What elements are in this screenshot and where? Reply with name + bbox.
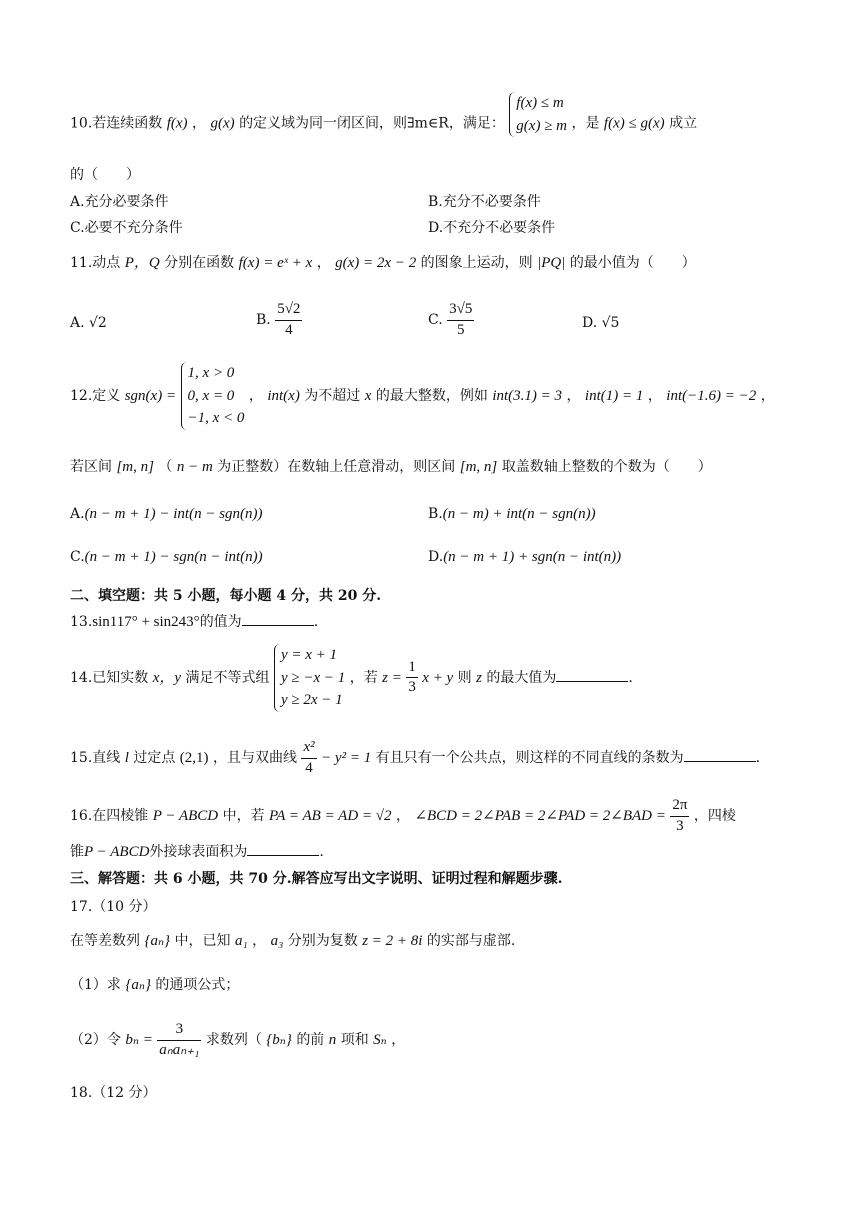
q11-text-c: 的图象上运动，则 — [420, 255, 533, 271]
q17-frac-num: 3 — [157, 1020, 201, 1041]
q13-expression: sin117° + sin243° — [92, 614, 200, 630]
q12-interval-1: [m, n] — [116, 459, 154, 475]
q12-text-d: 的最大整数，例如 — [375, 387, 488, 404]
q11-option-b-den: 4 — [285, 321, 293, 338]
q11-option-a: A. √2 — [70, 315, 107, 331]
q11-option-b — [256, 300, 302, 340]
q16-line2-a: 锥 — [70, 844, 84, 860]
q12-option-a-expr: (n − m + 1) − int(n − sgn(n)) — [84, 506, 263, 522]
q12-int-x: int(x) — [267, 387, 300, 404]
q11-option-c-fraction — [447, 300, 474, 340]
q14-fraction — [406, 658, 418, 698]
section-3-heading: 三、解答题：共 6 小题，共 70 分.解答应写出文字说明、证明过程和解题步骤. — [70, 871, 563, 887]
q16-answer-blank — [247, 843, 319, 856]
q15-text-d: 有且只有一个公共点，则这样的不同直线的条数为 — [375, 750, 684, 766]
q10-line-2: 的（ ） — [70, 167, 140, 183]
q14-xy: x，y — [152, 669, 182, 686]
q11-option-c-den: 5 — [456, 321, 465, 338]
q12-x: x — [364, 387, 372, 404]
q16-line2-b: 外接球表面积为 — [149, 844, 248, 860]
q10-inequality: f(x) ≤ g(x) — [603, 115, 665, 132]
q11-option-b-fraction — [275, 300, 302, 340]
q10-condition-1: f(x) ≤ m — [516, 95, 564, 111]
q12-case-1: 1, x > 0 — [187, 365, 235, 381]
q10-g-x: g(x) — [210, 115, 235, 132]
q17-bn-eq: bₙ = — [125, 1032, 153, 1048]
q11-option-c — [428, 300, 474, 340]
q15-frac-num: x² — [301, 738, 316, 759]
q13-end: . — [313, 614, 319, 630]
q12-option-d — [428, 548, 621, 568]
q12-option-d-expr: (n − m + 1) + sgn(n − int(n)) — [443, 549, 622, 565]
q17-part-2 — [70, 1020, 800, 1060]
q14-constraint-1: y = x + 1 — [280, 647, 338, 663]
q10-text-b: 的定义域为同一闭区间，则∃m∈R，满足： — [239, 115, 505, 132]
q12-option-c-prefix: C. — [70, 549, 85, 565]
question-12 — [70, 362, 800, 430]
q14-z-eq: z = — [382, 669, 402, 686]
q12-sgn-cases — [181, 362, 245, 430]
q12-line-2 — [70, 458, 800, 478]
q14-frac-num: 1 — [406, 658, 418, 679]
q17-fraction — [157, 1020, 201, 1060]
q10-comma: ， — [192, 115, 206, 132]
q12-text-b: ， — [248, 387, 263, 404]
q15-end: . — [755, 750, 761, 766]
q12-interval-2: [m, n] — [459, 459, 498, 475]
q13-answer-blank — [242, 613, 314, 626]
q17-p2-b: 求数列（ — [205, 1032, 262, 1048]
q11-g-x: g(x) = 2x − 2 — [335, 255, 417, 271]
q17-statement — [70, 932, 800, 952]
q17-p1-b: 的通项公式； — [155, 977, 240, 993]
q10-text-d: 成立 — [669, 115, 698, 132]
q12-text-a: 12.定义 — [70, 387, 121, 404]
q10-option-d: D.不充分不必要条件 — [428, 220, 556, 236]
q16-pyramid-2: P − ABCD — [84, 844, 150, 860]
q17-line1-d: 分别为复数 — [287, 933, 358, 949]
q13-text: 的值为 — [199, 614, 242, 630]
q12-comma-3: ， — [760, 387, 775, 404]
q16-text-b: 中，若 — [222, 808, 265, 824]
q16-end: . — [319, 844, 324, 860]
q10-text-c: ，是 — [571, 115, 600, 132]
q11-points: P，Q — [124, 255, 160, 271]
q13-prefix: 13. — [70, 614, 93, 630]
q16-text-d: ，四棱 — [693, 808, 736, 824]
q16-equation-2: ∠BCD = 2∠PAB = 2∠PAD = 2∠BAD = — [414, 808, 666, 824]
q17-line1-b: 中，已知 — [174, 933, 231, 949]
q15-text-a: 15.直线 — [70, 750, 121, 766]
q14-z-rest: x + y — [422, 669, 454, 686]
q16-text-a: 16.在四棱锥 — [70, 808, 149, 824]
q14-z: z — [476, 669, 482, 686]
q14-answer-blank — [556, 669, 628, 682]
q15-point: (2,1) — [179, 750, 209, 766]
q15-line-l: l — [124, 750, 129, 766]
q16-pyramid-1: P − ABCD — [152, 808, 219, 824]
q11-option-b-prefix: B. — [256, 312, 271, 328]
section-2-heading: 二、填空题：共 5 小题，每小题 4 分，共 20 分. — [70, 588, 382, 604]
q12-case-3: −1, x < 0 — [187, 410, 245, 426]
q10-condition-2: g(x) ≥ m — [516, 117, 568, 134]
q11-pq-abs: |PQ| — [537, 255, 566, 271]
q10-text-a: 10.若连续函数 — [70, 115, 163, 132]
q12-line2-a: 若区间 — [70, 459, 112, 475]
q16-equation-1: PA = AB = AD = √2 — [269, 808, 392, 824]
q12-comma-2: ， — [647, 387, 662, 404]
q12-option-a-prefix: A. — [70, 506, 85, 522]
q14-constraint-2: y ≥ −x − 1 — [280, 669, 346, 686]
q16-frac-num: 2π — [670, 796, 689, 817]
q14-end: . — [628, 669, 633, 686]
q14-constraint-system — [274, 644, 345, 712]
q12-comma-1: ， — [566, 387, 581, 404]
q11-text-d: 的最小值为（ ） — [569, 255, 696, 271]
q15-frac-den: 4 — [305, 759, 313, 776]
q12-example-3: int(−1.6) = −2 — [666, 387, 757, 404]
q11-comma: ， — [316, 255, 331, 271]
q17-p2-d: 项和 — [340, 1032, 369, 1048]
q14-text-d: 则 — [457, 669, 472, 686]
q12-case-2: 0, x = 0 — [187, 387, 235, 404]
q17-line1-a: 在等差数列 — [70, 933, 140, 949]
q15-fraction — [301, 738, 316, 778]
q12-example-2: int(1) = 1 — [584, 387, 644, 404]
q17-part-1 — [70, 976, 800, 996]
q14-text-b: 满足不等式组 — [185, 669, 270, 686]
q17-p2-e: ， — [391, 1032, 406, 1048]
q17-sn: Sₙ — [373, 1032, 387, 1048]
q14-text-e: 的最大值为 — [486, 669, 557, 686]
q17-sequence: {aₙ} — [144, 933, 171, 949]
q12-option-c-expr: (n − m + 1) − sgn(n − int(n)) — [84, 549, 263, 565]
q12-example-1: int(3.1) = 3 — [492, 387, 563, 404]
q17-a1: a₁ — [234, 933, 248, 949]
q15-hyperbola-rest: − y² = 1 — [321, 750, 372, 766]
q12-line2-b: （ — [158, 459, 173, 475]
q10-option-c: C.必要不充分条件 — [70, 220, 183, 236]
q12-option-b-expr: (n − m) + int(n − sgn(n)) — [442, 506, 596, 522]
q17-p2-c: 的前 — [296, 1032, 325, 1048]
q17-line1-c: ， — [252, 933, 267, 949]
q17-heading: 17.（10 分） — [70, 899, 157, 915]
q12-option-a — [70, 505, 263, 525]
q17-n: n — [328, 1032, 337, 1048]
q12-option-b-prefix: B. — [428, 506, 443, 522]
q17-line1-e: 的实部与虚部. — [426, 933, 516, 949]
question-10 — [70, 95, 800, 137]
question-16 — [70, 796, 800, 836]
q12-n-minus-m: n − m — [176, 459, 213, 475]
q12-option-d-prefix: D. — [428, 549, 444, 565]
q11-option-b-num: 5√2 — [275, 300, 302, 321]
q17-frac-den: aₙaₙ₊₁ — [159, 1041, 200, 1058]
q12-line2-d: 取盖数轴上整数的个数为（ ） — [501, 459, 712, 475]
question-11 — [70, 254, 800, 274]
question-13 — [70, 613, 800, 633]
q11-option-c-prefix: C. — [428, 312, 443, 328]
q16-text-c: ， — [395, 808, 410, 824]
q10-option-a: A.充分必要条件 — [70, 194, 169, 210]
q17-p2-bn: {bₙ} — [266, 1032, 292, 1048]
q17-a3: a₃ — [270, 933, 284, 949]
q15-answer-blank — [684, 749, 756, 762]
q16-line-2 — [70, 843, 800, 863]
q11-f-x: f(x) = eˣ + x — [238, 255, 313, 271]
q17-p1-sequence: {aₙ} — [125, 977, 151, 993]
q11-text-a: 11.动点 — [70, 255, 121, 271]
question-14 — [70, 644, 800, 712]
q12-text-c: 为不超过 — [304, 387, 361, 404]
q14-frac-den: 3 — [408, 679, 416, 696]
q16-fraction — [670, 796, 689, 836]
q12-option-c — [70, 548, 263, 568]
q12-sgn-def: sgn(x) = — [124, 387, 177, 404]
q10-condition-system — [509, 92, 567, 137]
q14-constraint-3: y ≥ 2x − 1 — [280, 692, 343, 708]
q12-line2-c: 为正整数）在数轴上任意滑动，则区间 — [217, 459, 456, 475]
q14-text-a: 14.已知实数 — [70, 669, 149, 686]
q18-heading: 18.（12 分） — [70, 1085, 157, 1101]
q17-complex-z: z = 2 + 8i — [362, 933, 423, 949]
q11-option-c-num: 3√5 — [447, 300, 474, 321]
q15-text-c: ，且与双曲线 — [213, 750, 297, 766]
q17-p1-a: （1）求 — [70, 977, 121, 993]
q10-option-b: B.充分不必要条件 — [428, 194, 541, 210]
q14-text-c: ，若 — [349, 669, 378, 686]
q11-text-b: 分别在函数 — [164, 255, 235, 271]
q11-option-d: D. √5 — [582, 315, 620, 331]
q12-option-b — [428, 505, 596, 525]
q15-text-b: 过定点 — [133, 750, 176, 766]
q16-frac-den: 3 — [676, 817, 684, 834]
q10-f-x: f(x) — [166, 115, 188, 132]
question-15 — [70, 738, 800, 778]
q17-p2-a: （2）令 — [70, 1032, 121, 1048]
